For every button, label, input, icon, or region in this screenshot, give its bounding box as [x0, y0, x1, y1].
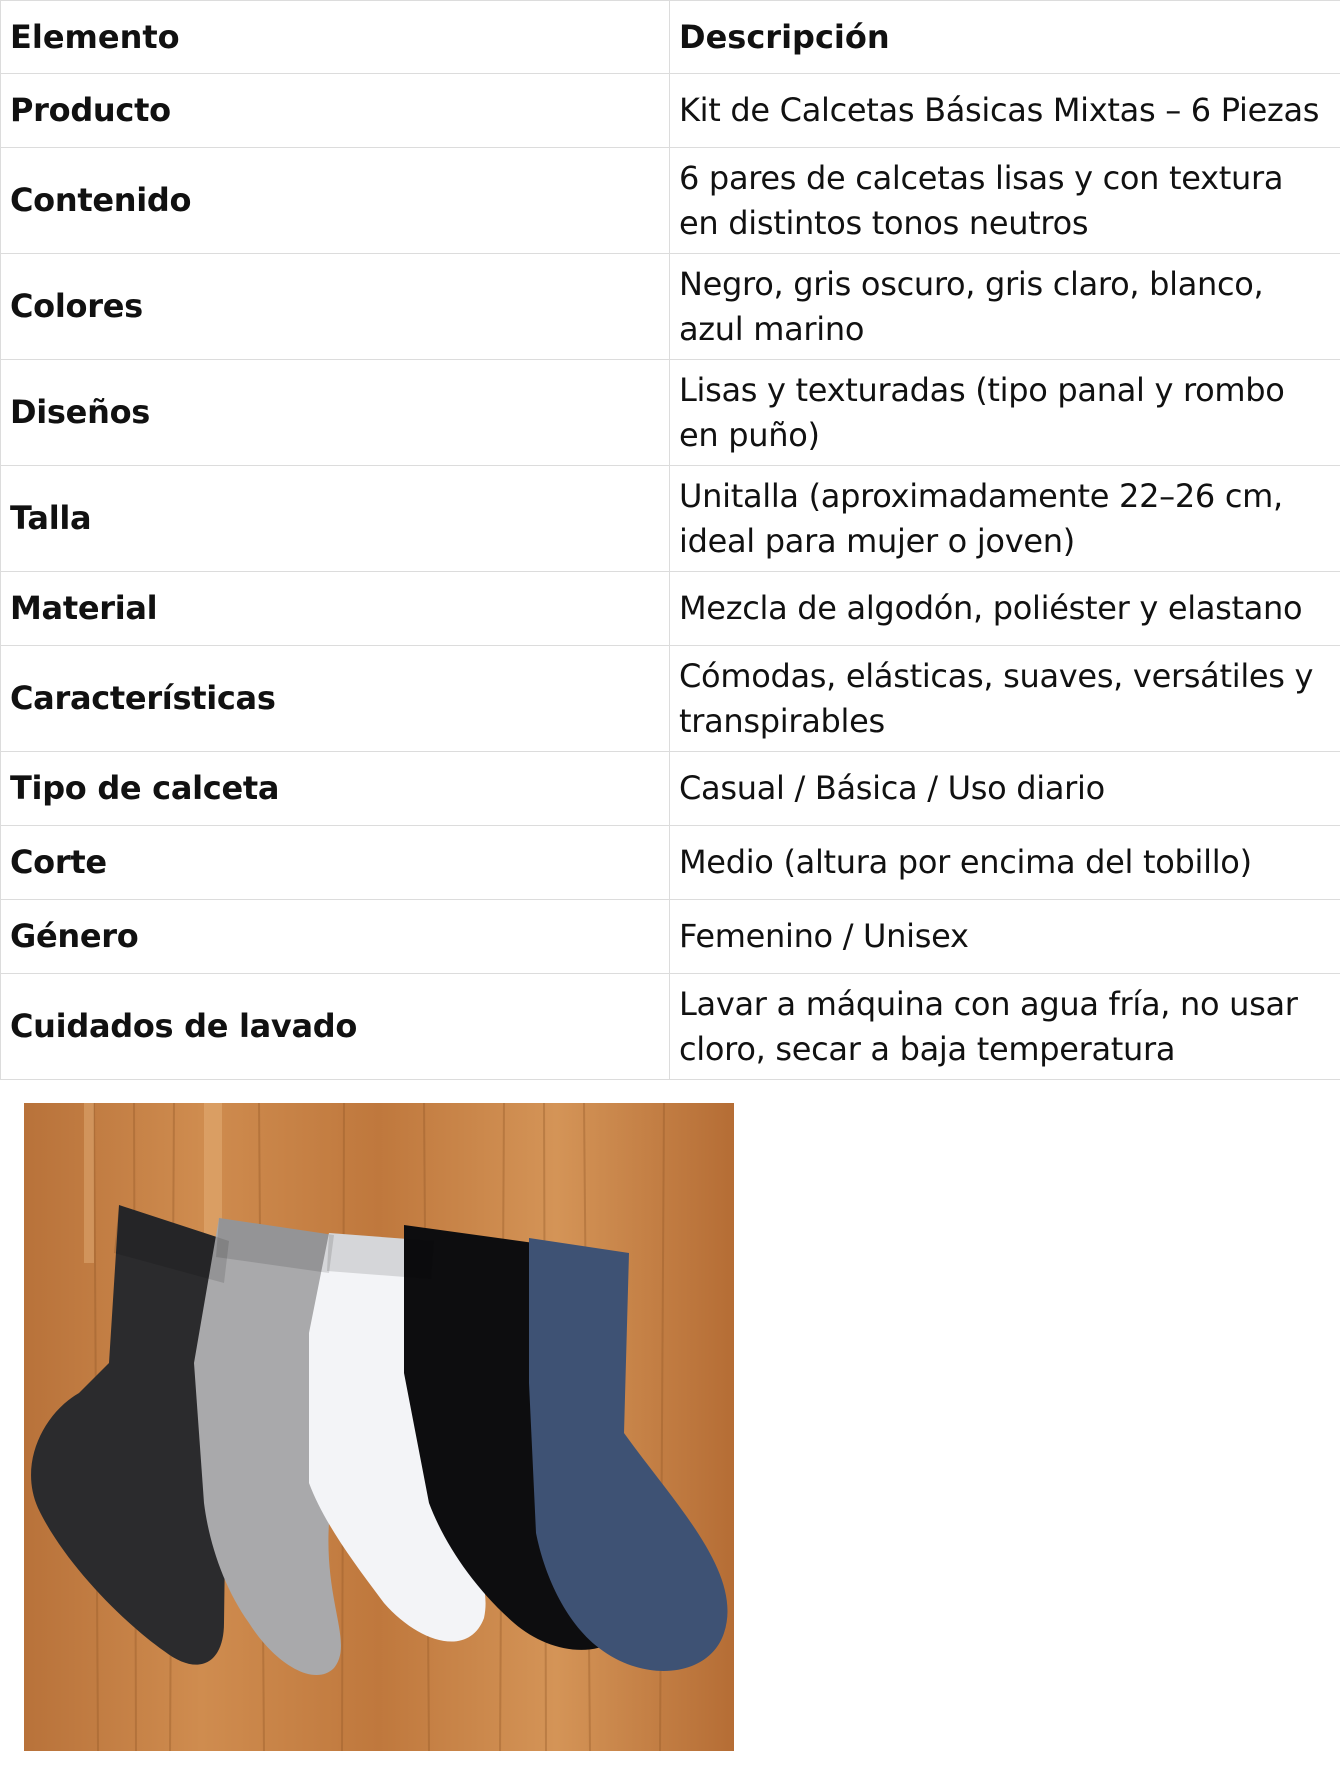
row-key: Material — [1, 572, 670, 646]
row-value: Negro, gris oscuro, gris claro, blanco, azul marino — [670, 254, 1340, 360]
table-row — [1, 900, 1340, 974]
row-value: Cómodas, elásticas, suaves, versátiles y transpirables — [670, 646, 1340, 752]
row-key: Cuidados de lavado — [1, 974, 670, 1080]
table-row — [1, 466, 1340, 572]
table-row — [1, 360, 1340, 466]
row-value: 6 pares de calcetas lisas y con textura en distintos tonos neutros — [670, 148, 1340, 254]
table-row — [1, 974, 1340, 1080]
table-row — [1, 148, 1340, 254]
socks-illustration — [24, 1103, 734, 1751]
row-value: Femenino / Unisex — [670, 900, 1340, 974]
row-key: Tipo de calceta — [1, 752, 670, 826]
table-row — [1, 752, 1340, 826]
row-value: Mezcla de algodón, poliéster y elastano — [670, 572, 1340, 646]
row-key: Talla — [1, 466, 670, 572]
row-value: Kit de Calcetas Básicas Mixtas – 6 Piezas — [670, 74, 1340, 148]
row-key: Producto — [1, 74, 670, 148]
product-photo — [24, 1103, 734, 1751]
header-descripcion: Descripción — [670, 1, 1340, 74]
table-row — [1, 572, 1340, 646]
row-value: Casual / Básica / Uso diario — [670, 752, 1340, 826]
row-value: Unitalla (aproximadamente 22–26 cm, ideal para mujer o joven) — [670, 466, 1340, 572]
row-value: Lavar a máquina con agua fría, no usar cloro, secar a baja temperatura — [670, 974, 1340, 1080]
row-key: Colores — [1, 254, 670, 360]
row-key: Género — [1, 900, 670, 974]
header-elemento: Elemento — [1, 1, 670, 74]
table-row — [1, 74, 1340, 148]
table-row — [1, 826, 1340, 900]
row-key: Corte — [1, 826, 670, 900]
table-row — [1, 254, 1340, 360]
row-value: Medio (altura por encima del tobillo) — [670, 826, 1340, 900]
row-key: Diseños — [1, 360, 670, 466]
table-header-row — [1, 1, 1340, 74]
table-row — [1, 646, 1340, 752]
row-key: Contenido — [1, 148, 670, 254]
row-value: Lisas y texturadas (tipo panal y rombo en puño) — [670, 360, 1340, 466]
row-key: Características — [1, 646, 670, 752]
